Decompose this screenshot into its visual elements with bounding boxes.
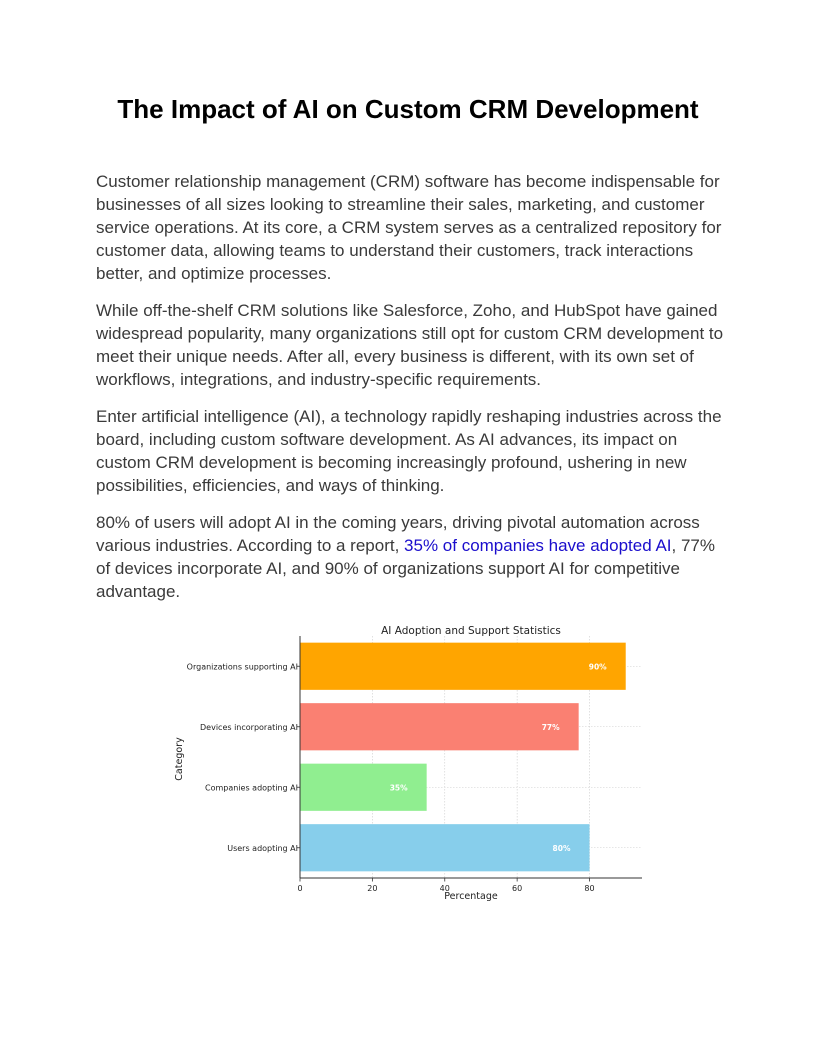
bar-users-adopting-ai (300, 824, 590, 871)
paragraph-ai: Enter artificial intelligence (AI), a technology rapidly reshaping industries across the board, including custom software development. As AI advances, its impact on custom CRM development is becoming increasingly profound, ushering in new possibilities, efficiencies, and ways of thinking. (96, 407, 722, 495)
bar-data-label: 90% (588, 662, 607, 672)
x-tick-label: 60 (512, 884, 523, 893)
bar-companies-adopting-ai (300, 764, 427, 811)
paragraph-intro: Customer relationship management (CRM) software has become indispensable for businesses of all sizes looking to streamline their sales, marketing, and customer service operations. At its core, a CRM system serves as a centralized repository for customer data, allowing teams to understand their customers, track interactions better, and optimize processes. (96, 172, 722, 283)
y-tick-label: Devices incorporating AI (200, 722, 298, 732)
bar-data-label: 77% (541, 722, 560, 732)
paragraph-statistics (96, 511, 726, 603)
ai-adoption-bar-chart (170, 618, 650, 908)
adoption-report-link[interactable]: 35% of companies have adopted AI (404, 536, 672, 555)
y-tick-label: Organizations supporting AI (186, 662, 298, 672)
paragraph-statistics-after: , 77% of devices incorporate AI, and 90% of organizations support AI for competitive advantage. (96, 536, 715, 601)
bar-data-label: 80% (552, 843, 571, 853)
x-tick-label: 80 (584, 884, 595, 893)
y-axis-label: Category (174, 737, 185, 781)
y-tick-label: Companies adopting AI (204, 783, 298, 793)
x-tick-label: 40 (439, 884, 450, 893)
y-tick-label: Users adopting AI (227, 843, 298, 853)
chart-title: AI Adoption and Support Statistics (381, 625, 561, 637)
x-tick-label: 0 (297, 884, 303, 893)
x-axis-label: Percentage (444, 891, 498, 902)
page-title: The Impact of AI on Custom CRM Development (117, 94, 699, 124)
paragraph-statistics-before: 80% of users will adopt AI in the coming years, driving pivotal automation across various industries. According to a report, (96, 513, 700, 555)
paragraph-off-the-shelf: While off-the-shelf CRM solutions like Salesforce, Zoho, and HubSpot have gained widespread popularity, many organizations still opt for custom CRM development to meet their unique needs. After all, every business is different, with its own set of workflows, integrations, and industry-specific requirements. (96, 301, 724, 389)
bar-devices-incorporating-ai (300, 703, 579, 750)
bar-organizations-supporting-ai (300, 643, 626, 690)
bar-data-label: 35% (389, 783, 408, 793)
x-tick-label: 20 (367, 884, 378, 893)
